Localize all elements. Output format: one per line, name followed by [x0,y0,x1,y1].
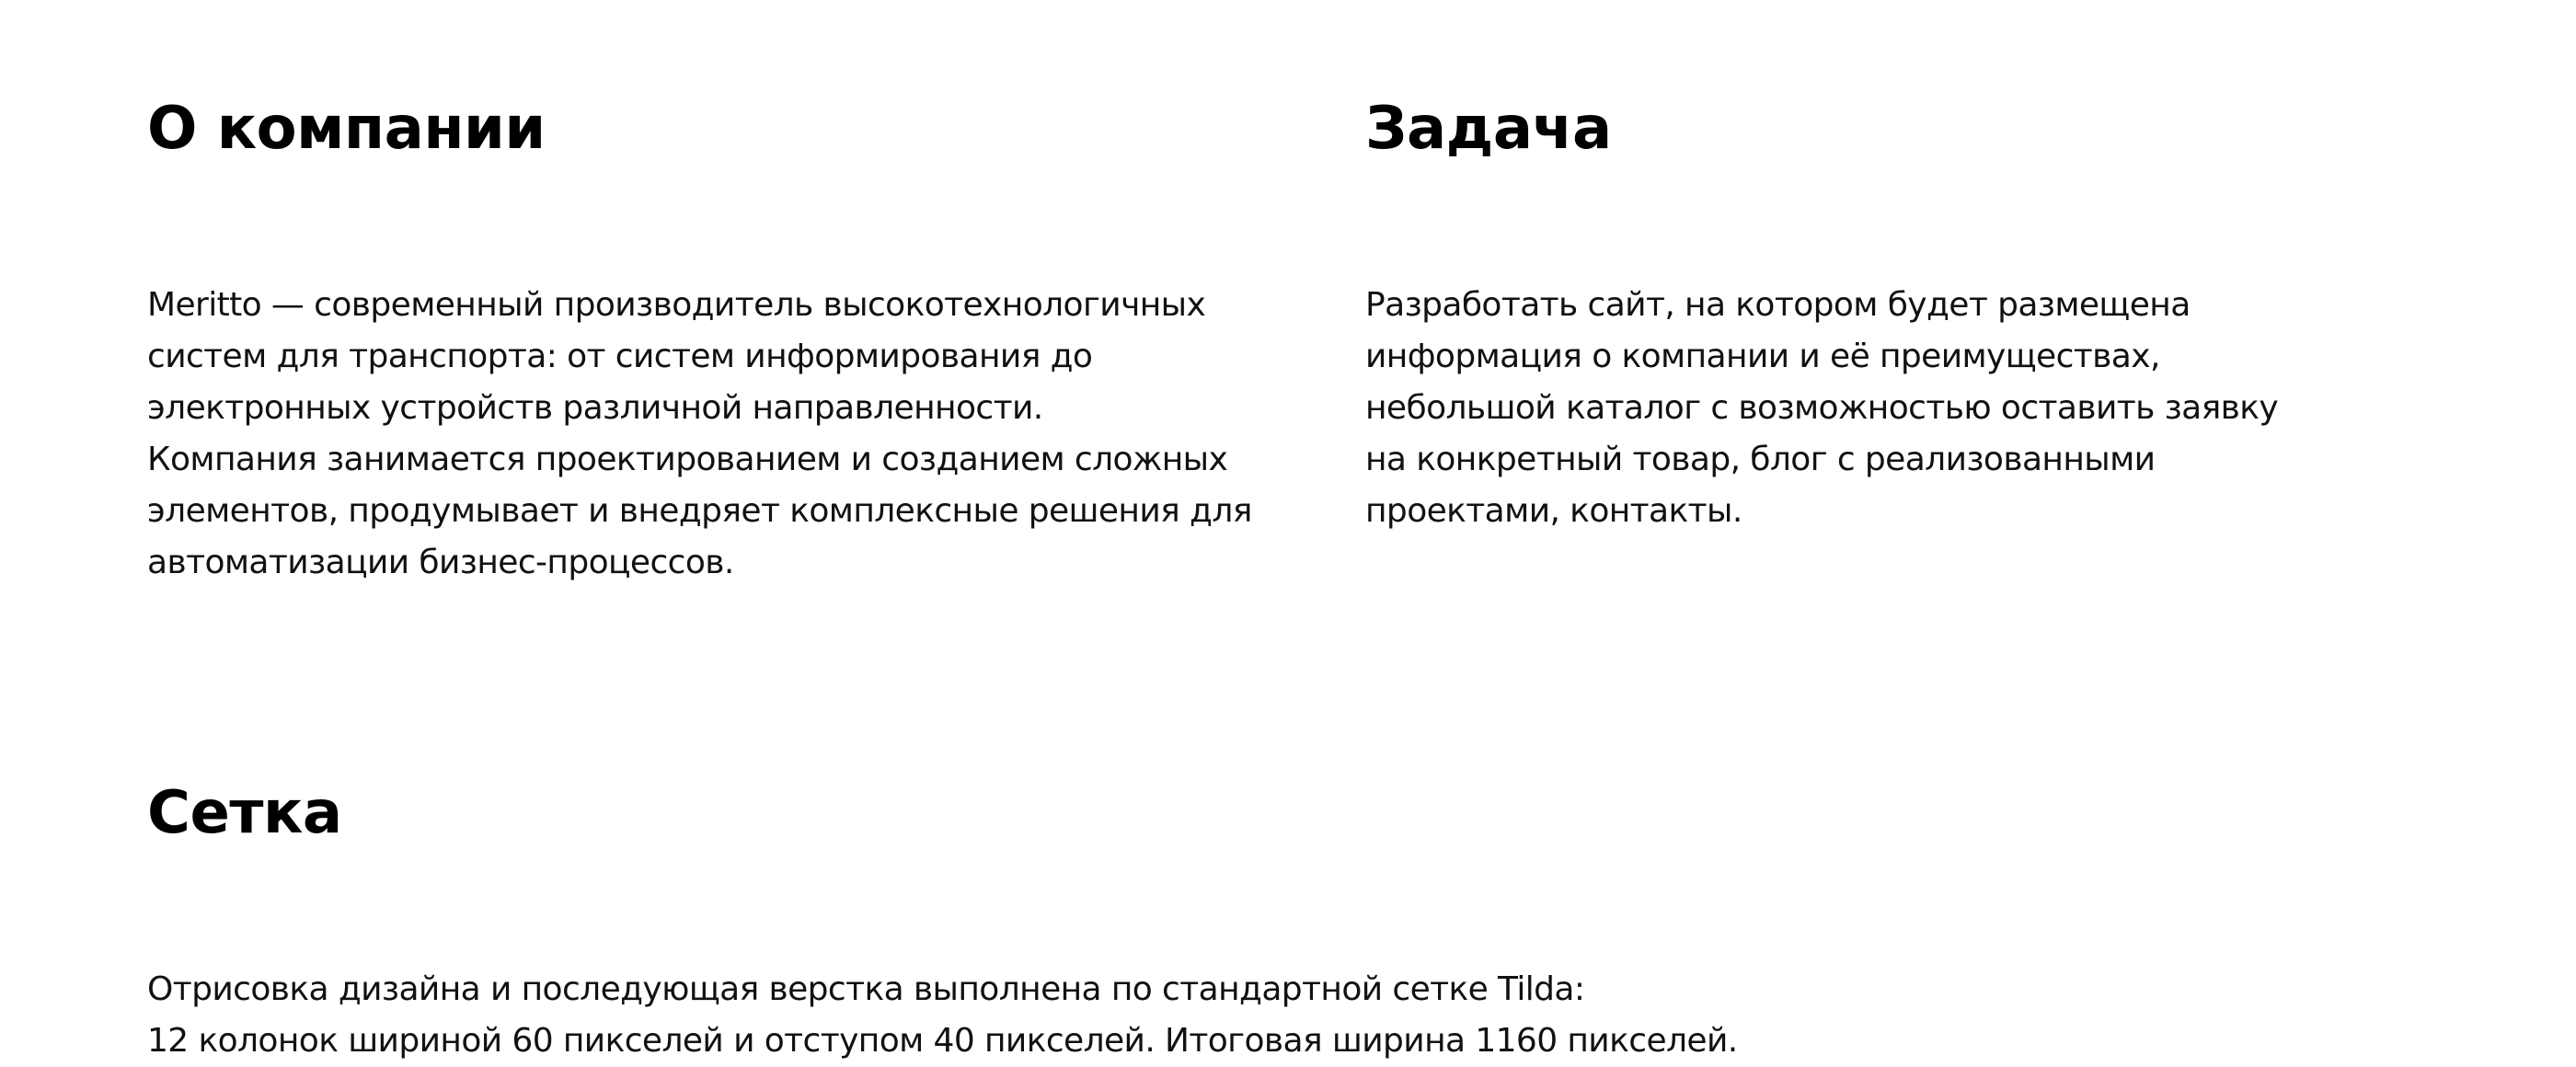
about-text-line: автоматизации бизнес-процессов. [147,544,734,581]
task-text-line: Разработать сайт, на котором будет размещена [1365,286,2191,324]
task-heading: Задача [1365,95,1612,163]
task-text-line: проектами, контакты. [1365,492,1742,530]
grid-section [147,779,2502,1067]
about-heading: О компании [147,95,546,163]
task-text-line: небольшой каталог с возможностью оставить заявку [1365,389,2279,427]
task-text-line: информация о компании и её преимуществах, [1365,338,2160,375]
about-section [147,95,1343,589]
about-text-line: элементов, продумывает и внедряет комплексные решения для [147,492,1252,530]
grid-text-line: Отрисовка дизайна и последующая верстка выполнена по стандартной сетке Tilda: [147,970,1585,1008]
about-text-line: систем для транспорта: от систем информирования до [147,338,1093,375]
about-text-line: Компания занимается проектированием и созданием сложных [147,441,1228,478]
about-text [147,280,1343,589]
about-text-line: электронных устройств различной направленности. [147,389,1043,427]
about-text-line: Meritto — современный производитель высокотехнологичных [147,286,1206,324]
grid-heading: Сетка [147,779,342,847]
task-text-line: на конкретный товар, блог с реализованными [1365,441,2156,478]
task-text [1365,280,2561,537]
grid-text [147,964,2502,1067]
task-section [1365,95,2561,537]
grid-text-line: 12 колонок шириной 60 пикселей и отступом 40 пикселей. Итоговая ширина 1160 пикселей. [147,1022,1738,1060]
